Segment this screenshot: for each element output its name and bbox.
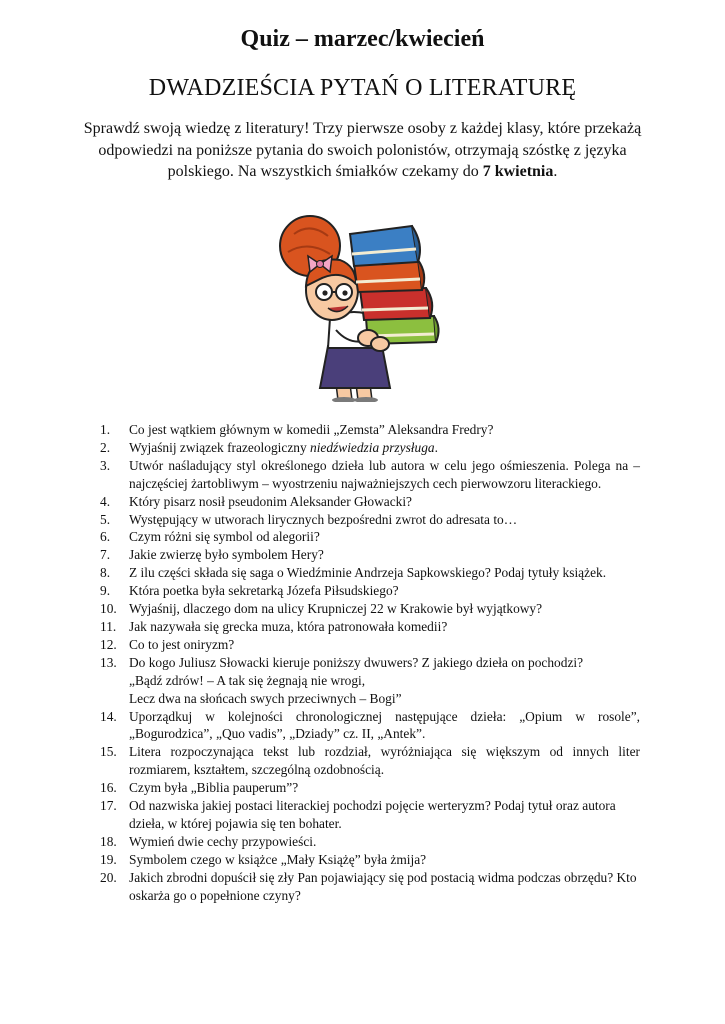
question-text: Od nazwiska jakiej postaci literackiej pochodzi pojęcie werteryzm? Podaj tytuł oraz autora dzieła, w której pojawia się ten bohater.: [129, 798, 616, 831]
page-title: Quiz – marzec/kwiecień: [240, 26, 485, 52]
question-text: Utwór naśladujący styl określonego dzieła lub autora w celu jego ośmieszenia. Polega na – najczęściej żartobliwym – wyostrzeniu najważniejszych cech pierwowzoru literackiego.: [129, 457, 640, 491]
question-item: [100, 439, 640, 457]
question-number: 11.: [100, 618, 117, 634]
question-item: [100, 493, 640, 511]
page-subtitle: DWADZIEŚCIA PYTAŃ O LITERATURĘ: [148, 75, 577, 101]
question-item: [100, 833, 640, 851]
question-item: [100, 618, 640, 636]
question-text: Wymień dwie cechy przypowieści.: [129, 833, 317, 849]
question-number: 5.: [100, 511, 111, 527]
question-item: [100, 869, 640, 905]
question-number: 4.: [100, 493, 111, 509]
question-item: [100, 582, 640, 600]
question-item: [100, 421, 640, 439]
question-text: Uporządkuj w kolejności chronologicznej następujące dzieła: „Opium w rosole”, „Bogurodzica”, „Quo vadis”, „Dziady” cz. II, „Antek”.: [129, 708, 640, 742]
question-text: Wyjaśnij związek frazeologiczny: [129, 439, 310, 455]
question-number: 12.: [100, 636, 117, 652]
intro-paragraph: [70, 118, 655, 183]
question-item: [100, 779, 640, 797]
question-number: 8.: [100, 565, 111, 581]
question-number: 2.: [100, 439, 111, 455]
question-text-end: .: [434, 439, 438, 455]
question-italic-phrase: niedźwiedzia przysługa: [310, 439, 435, 455]
question-number: 10.: [100, 601, 117, 617]
question-number: 6.: [100, 529, 111, 545]
question-text: Jakie zwierzę było symbolem Hery?: [129, 547, 324, 563]
question-item: [100, 636, 640, 654]
question-text: Z ilu części składa się saga o Wiedźminie Andrzeja Sapkowskiego? Podaj tytuły książek.: [129, 565, 607, 581]
question-text: Występujący w utworach lirycznych bezpośredni zwrot do adresata to…: [129, 511, 518, 527]
question-item: [100, 797, 640, 833]
question-number: 3.: [100, 457, 111, 473]
question-item: [100, 851, 640, 869]
question-text: Jak nazywała się grecka muza, która patronowała komedii?: [129, 618, 448, 634]
question-text: Czym różni się symbol od alegorii?: [129, 529, 320, 545]
question-item: [100, 528, 640, 546]
question-number: 9.: [100, 583, 111, 599]
question-item: [100, 457, 640, 493]
question-number: 19.: [100, 851, 117, 867]
question-text: Symbolem czego w książce „Mały Książę” była żmija?: [129, 851, 427, 867]
question-number: 1.: [100, 422, 111, 437]
question-item: [100, 743, 640, 779]
intro-deadline: 7 kwietnia: [482, 163, 554, 180]
question-text: Jakich zbrodni dopuścił się zły Pan pojawiający się pod postacią widma podczas obrzędu? Kto oskarża go o popełnione czyny?: [129, 869, 637, 903]
quote-line-1: „Bądź zdrów! – A tak się żegnają nie wrogi,: [129, 672, 366, 688]
question-number: 14.: [100, 708, 117, 724]
question-list: [100, 421, 640, 904]
question-text: Co jest wątkiem głównym w komedii „Zemsta” Aleksandra Fredry?: [129, 422, 494, 437]
question-item: [100, 546, 640, 564]
question-number: 18.: [100, 833, 117, 849]
intro-text: Sprawdź swoją wiedzę z literatury! Trzy pierwsze osoby z każdej klasy, które przekażą odpowiedzi na poniższe pytania do swoich polonistów, otrzymają szóstkę z języka polskiego. Na wszystkich śmiałków czekamy do: [83, 120, 642, 180]
question-number: 16.: [100, 780, 117, 796]
question-text: Litera rozpoczynająca tekst lub rozdział, wyróżniająca się większym od innych liter rozmiarem, kształtem, szczególną ozdobnością.: [129, 744, 640, 778]
question-text: Co to jest oniryzm?: [129, 636, 235, 652]
question-text: Która poetka była sekretarką Józefa Piłsudskiego?: [129, 583, 399, 599]
question-item: [100, 654, 640, 708]
question-number: 17.: [100, 798, 117, 814]
question-text: Który pisarz nosił pseudonim Aleksander Głowacki?: [129, 493, 413, 509]
girl-carrying-books-icon: [258, 206, 460, 402]
question-number: 20.: [100, 869, 117, 885]
question-item: [100, 511, 640, 529]
question-text: Wyjaśnij, dlaczego dom na ulicy Krupniczej 22 w Krakowie był wyjątkowy?: [129, 601, 543, 617]
question-item: [100, 708, 640, 744]
question-item: [100, 600, 640, 618]
question-number: 15.: [100, 744, 117, 760]
intro-end: .: [553, 163, 558, 180]
question-number: 13.: [100, 654, 117, 670]
question-text: Do kogo Juliusz Słowacki kieruje poniższy dwuwers? Z jakiego dzieła on pochodzi?: [129, 654, 584, 670]
question-text: Czym była „Biblia pauperum”?: [129, 780, 299, 796]
question-item: [100, 564, 640, 582]
question-number: 7.: [100, 547, 111, 563]
quote-line-2: Lecz dwa na słońcach swych przeciwnych – Bogi”: [129, 690, 402, 706]
